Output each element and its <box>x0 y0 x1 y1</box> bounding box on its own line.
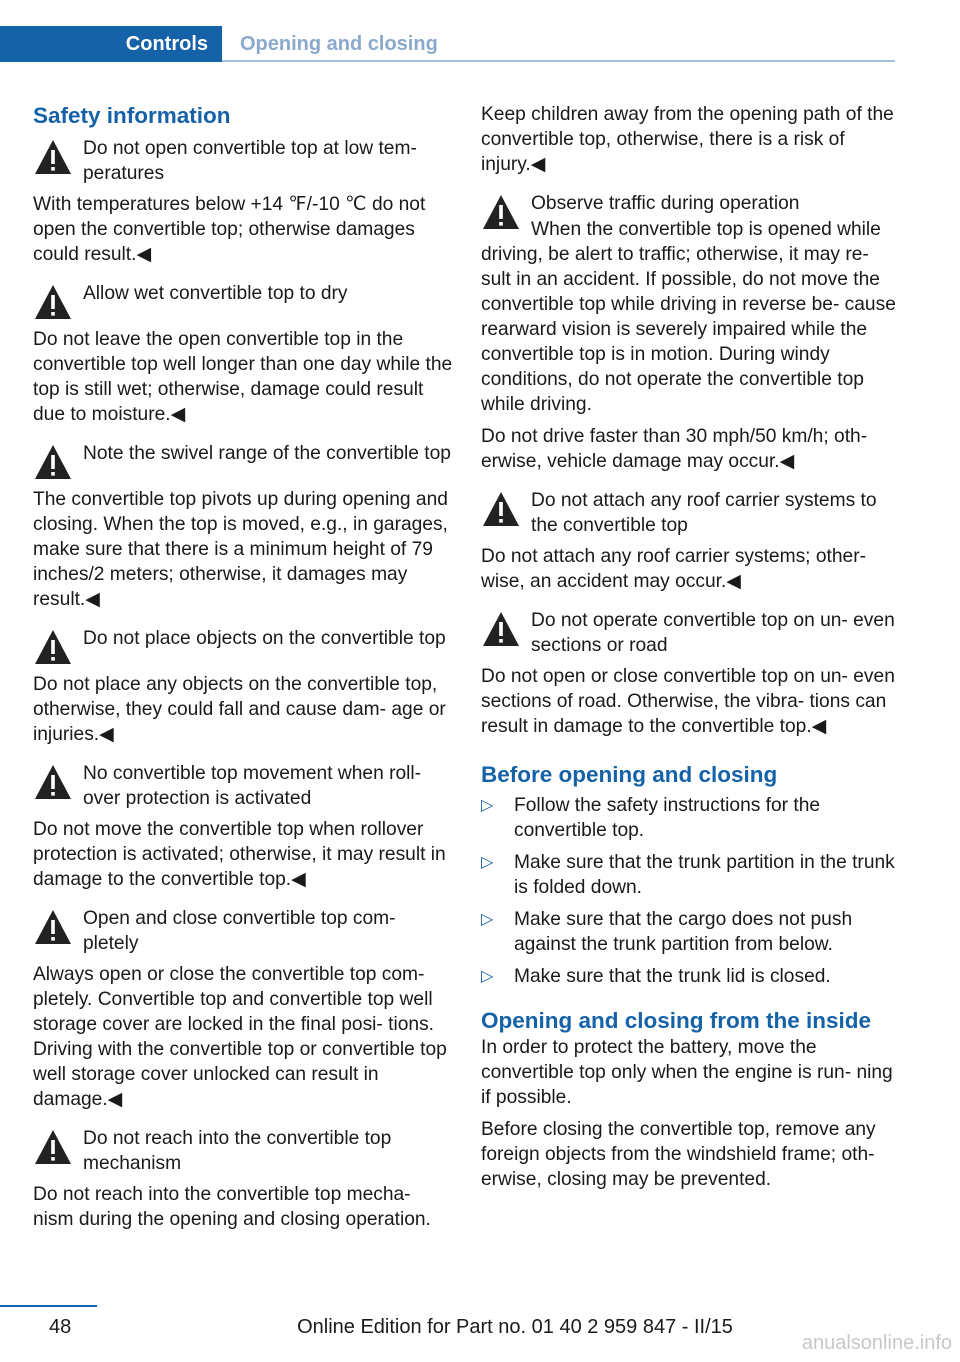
list-item-text: Make sure that the trunk partition in the trunk is folded down. <box>514 852 895 898</box>
warning-body: Do not open or close convertible top on un‐ even sections of road. Otherwise, the vibra‐ tions can result in damage to the convertible top.◀ <box>481 666 895 737</box>
warning-triangle-icon <box>33 138 73 176</box>
warning-block <box>33 441 453 481</box>
warning-body: With temperatures below +14 ℉/-10 ℃ do not open the convertible top; otherwise damages could result.◀ <box>33 194 426 265</box>
paragraph-foreign-objects: Before closing the convertible top, remove any foreign objects from the windshield frame; oth‐ erwise, closing may be prevented. <box>481 1119 876 1190</box>
list-item <box>481 793 901 843</box>
warning-body: Do not reach into the convertible top mecha‐ nism during the opening and closing operation. <box>33 1184 431 1230</box>
warning-title: No convertible top movement when roll‐ over protection is activated <box>83 763 422 809</box>
warning-triangle-icon <box>33 283 73 321</box>
chapter-tab <box>0 26 222 62</box>
warning-title: Allow wet convertible top to dry <box>83 283 348 304</box>
warning-body: Do not attach any roof carrier systems; other‐ wise, an accident may occur.◀ <box>481 546 866 592</box>
heading-before-opening: Before opening and closing <box>481 762 778 787</box>
watermark-text: anualsonline.info <box>801 1332 952 1354</box>
section-label: Opening and closing <box>240 32 438 55</box>
warning-body: Do not drive faster than 30 mph/50 km/h; oth‐ erwise, vehicle damage may occur.◀ <box>481 426 868 472</box>
before-opening-list <box>481 793 901 989</box>
warning-block <box>33 136 453 186</box>
warning-triangle-icon <box>481 490 521 528</box>
children-warning-text: Keep children away from the opening path of the convertible top, otherwise, there is a risk of injury.◀ <box>481 104 894 175</box>
warning-block <box>33 906 453 956</box>
warning-title: Do not attach any roof carrier systems to the convertible top <box>531 490 877 536</box>
warning-triangle-icon <box>33 908 73 946</box>
triangle-bullet-icon: ▷ <box>481 911 494 928</box>
warning-title: Do not place objects on the convertible top <box>83 628 446 649</box>
warning-block <box>481 488 901 538</box>
chapter-label: Controls <box>125 32 208 55</box>
warning-triangle-icon <box>33 763 73 801</box>
warning-body: When the convertible top is opened while driving, be alert to traffic; otherwise, it may re‐ sult in an accident. If possible, do not move the convertible top while driving in reverse be‐ cause rearward vision is severely impaired while the convertible top is in motion. During windy conditions, do not operate the convertible top while driving. <box>481 219 896 415</box>
triangle-bullet-icon: ▷ <box>481 797 494 814</box>
warning-title: Do not open convertible top at low tem‐ peratures <box>83 138 417 184</box>
warning-triangle-icon <box>33 628 73 666</box>
page-header <box>0 26 895 62</box>
warning-triangle-icon <box>481 193 521 231</box>
list-item <box>481 907 901 957</box>
triangle-bullet-icon: ▷ <box>481 968 494 985</box>
warning-title: Note the swivel range of the convertible top <box>83 443 451 464</box>
warning-block <box>33 1126 453 1176</box>
warning-title: Observe traffic during operation <box>531 193 800 214</box>
warning-triangle-icon <box>33 443 73 481</box>
warning-body: Do not move the convertible top when rollover protection is activated; otherwise, it may result in damage to the convertible top.◀ <box>33 819 446 890</box>
warning-title: Do not reach into the convertible top mechanism <box>83 1128 392 1174</box>
warning-triangle-icon <box>481 610 521 648</box>
list-item-text: Make sure that the trunk lid is closed. <box>514 966 831 987</box>
list-item <box>481 850 901 900</box>
page-number: 48 <box>49 1316 72 1338</box>
paragraph-battery: In order to protect the battery, move the convertible top only when the engine is run‐ ning if possible. <box>481 1037 893 1108</box>
edition-text: Online Edition for Part no. 01 40 2 959 847 - II/15 <box>297 1316 733 1338</box>
heading-opening-inside: Opening and closing from the inside <box>481 1008 872 1033</box>
warning-triangle-icon <box>33 1128 73 1166</box>
footer-rule <box>0 1305 97 1307</box>
warning-block <box>33 761 453 811</box>
warning-body: Do not leave the open convertible top in the convertible top well longer than one day while the top is still wet; otherwise, damage could result due to moisture.◀ <box>33 329 453 425</box>
warning-body: Always open or close the convertible top com‐ pletely. Convertible top and convertible top well storage cover are locked in the final posi‐ tions. Driving with the convertible top or convertible top well storage cover unlocked can result in damage.◀ <box>33 964 447 1110</box>
warning-block <box>481 608 901 658</box>
header-rule <box>222 60 895 62</box>
triangle-bullet-icon: ▷ <box>481 854 494 871</box>
warning-body: Do not place any objects on the convertible top, otherwise, they could fall and cause dam‐ age or injuries.◀ <box>33 674 446 745</box>
heading-safety-information: Safety information <box>33 103 231 128</box>
list-item <box>481 964 901 989</box>
right-column <box>481 102 901 1199</box>
warning-title: Do not operate convertible top on un‐ even sections or road <box>531 610 895 656</box>
warning-block <box>33 281 453 321</box>
left-column <box>33 102 453 1246</box>
warning-block <box>33 626 453 666</box>
list-item-text: Make sure that the cargo does not push against the trunk partition from below. <box>514 909 853 955</box>
section-tab <box>222 26 895 62</box>
warning-body: The convertible top pivots up during opening and closing. When the top is moved, e.g., in garages, make sure that there is a minimum height of 79 inches/2 meters; otherwise, it damages may result.◀ <box>33 489 448 610</box>
list-item-text: Follow the safety instructions for the convertible top. <box>514 795 821 841</box>
warning-title: Open and close convertible top com‐ pletely <box>83 908 396 954</box>
